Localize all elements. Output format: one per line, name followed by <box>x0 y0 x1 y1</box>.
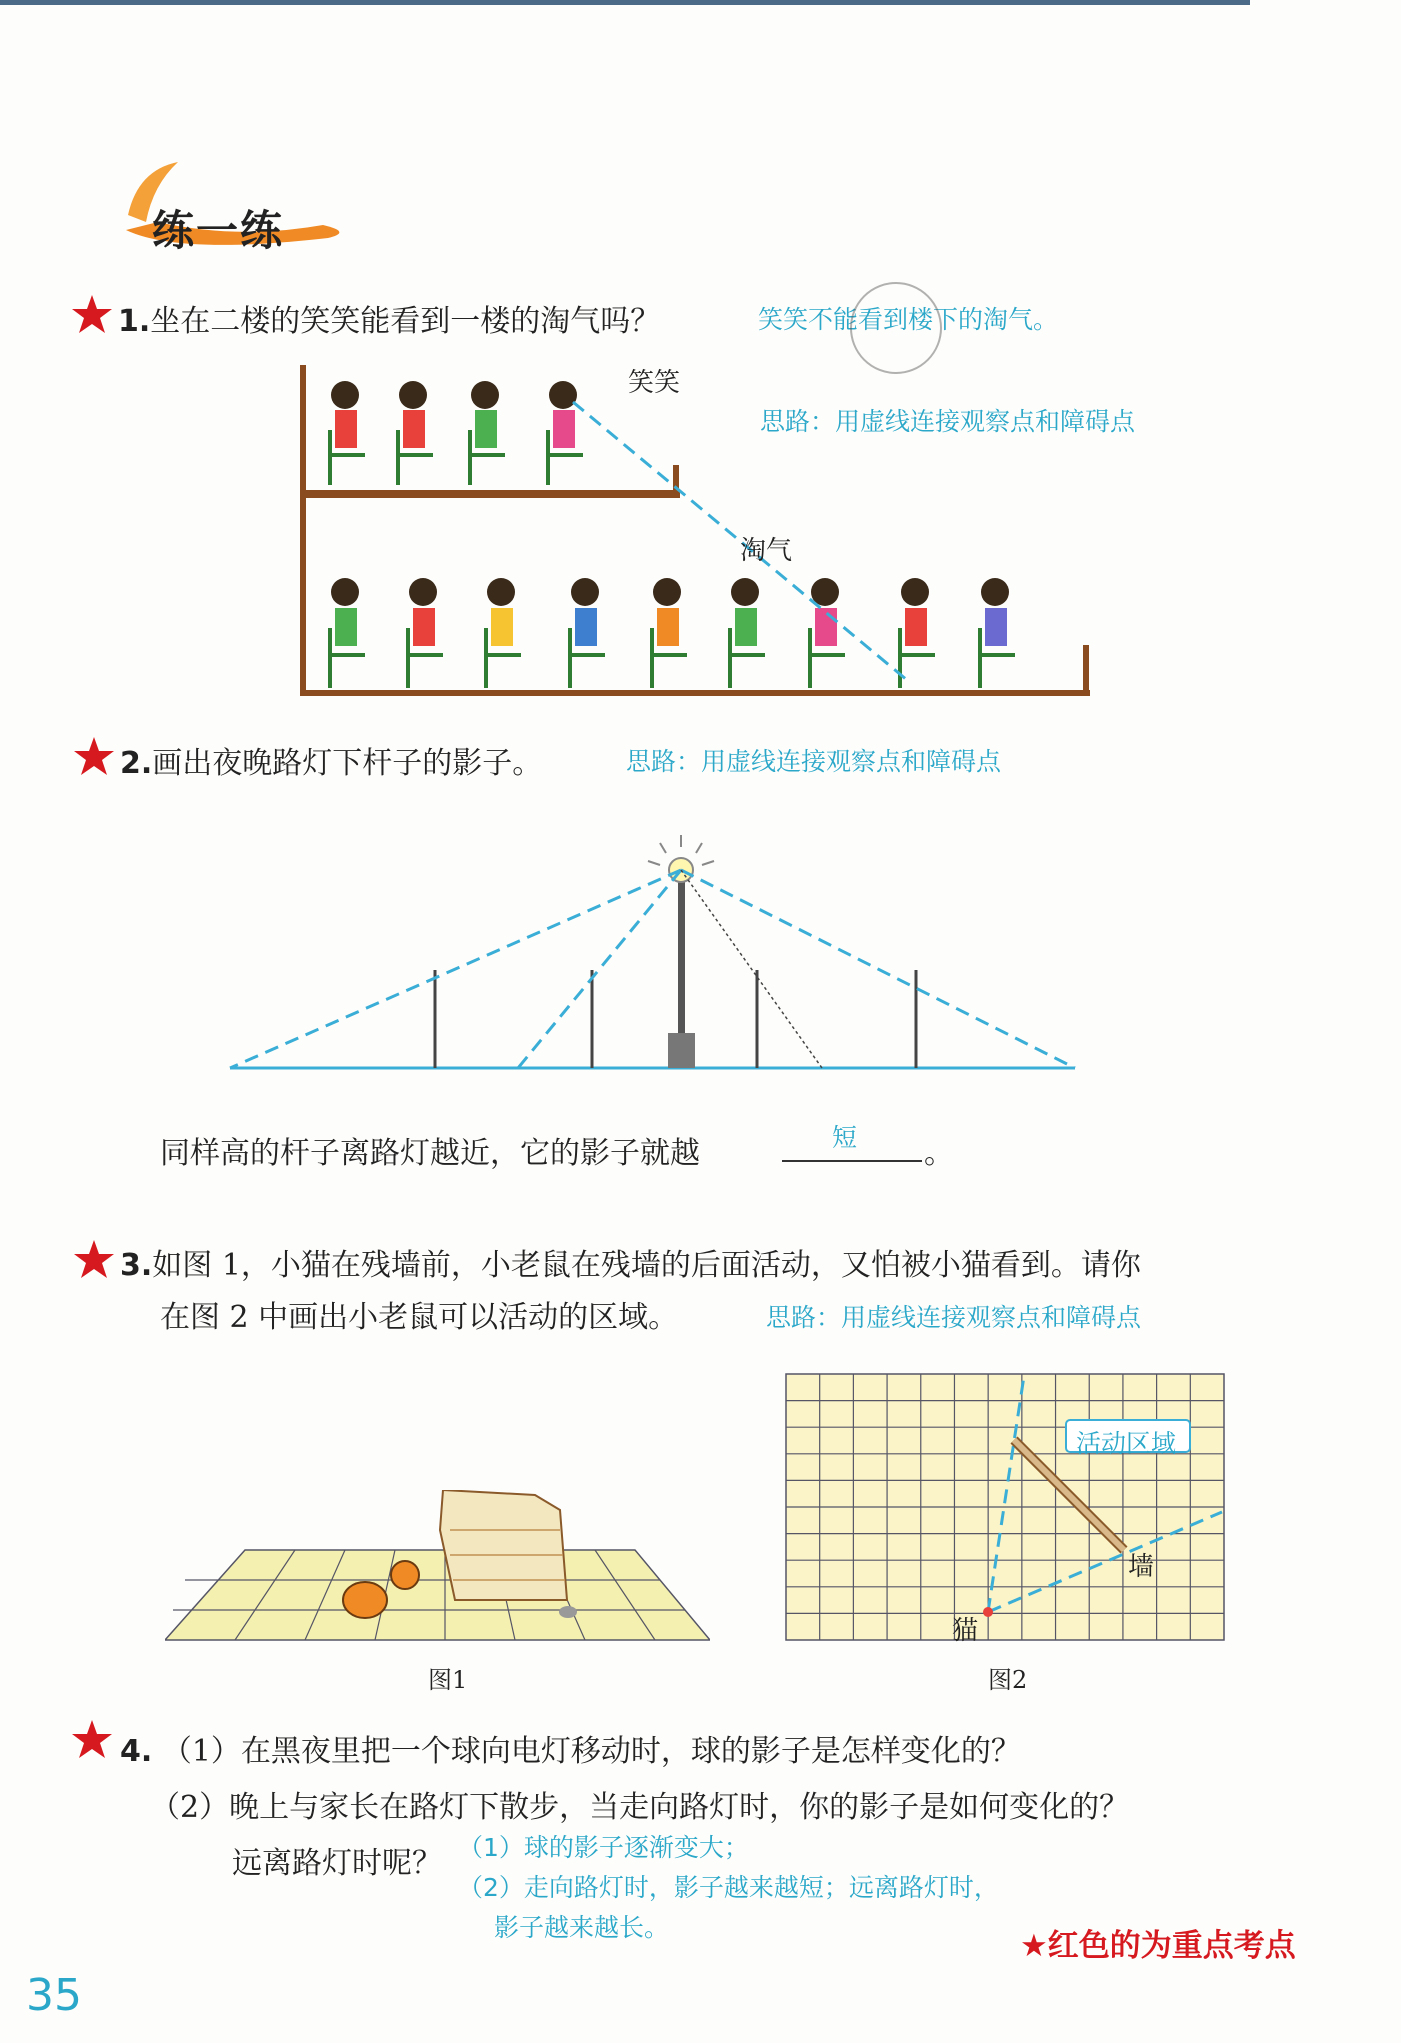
key-star-icon <box>72 735 116 779</box>
section-title: 练一练 <box>152 206 285 255</box>
q3-figure1 <box>165 1490 710 1650</box>
q3-hint: 思路：用虚线连接观察点和障碍点 <box>766 1303 1142 1332</box>
key-star-icon <box>70 293 114 337</box>
q2-fill-text: 同样高的杆子离路灯越近，它的影子就越 <box>160 1136 700 1171</box>
q2-text <box>120 738 542 782</box>
q3-line1 <box>120 1240 1141 1284</box>
q4-part1-line <box>120 1726 1021 1770</box>
label-taoqi: 淘气 <box>740 536 793 566</box>
page-number: 35 <box>26 1970 82 2021</box>
q1-question: 坐在二楼的笑笑能看到一楼的淘气吗？ <box>150 304 661 339</box>
key-point-note: ★红色的为重点考点 <box>1020 1928 1296 1964</box>
q3-question-line2: 在图 2 中画出小老鼠可以活动的区域。 <box>160 1300 679 1335</box>
q4-part3: 远离路灯时呢？ <box>232 1846 442 1881</box>
q1-number: 1. <box>118 304 151 339</box>
key-star-icon <box>70 1718 114 1762</box>
q4-number: 4. <box>120 1734 153 1769</box>
q4-part2: （2）晚上与家长在路灯下散步，当走向路灯时，你的影子是如何变化的？ <box>150 1790 1130 1825</box>
q2-hint: 思路：用虚线连接观察点和障碍点 <box>626 747 1002 776</box>
q2-fill-blank <box>782 1159 922 1162</box>
q3-wall-label: 墙 <box>1128 1552 1155 1582</box>
top-rule <box>0 0 1250 5</box>
q1-hint: 思路：用虚线连接观察点和障碍点 <box>760 407 1136 436</box>
q3-cat-label: 猫 <box>952 1616 979 1646</box>
q2-question: 画出夜晚路灯下杆子的影子。 <box>152 746 543 781</box>
q2-streetlamp-figure <box>220 825 1100 1080</box>
q2-number: 2. <box>120 746 153 781</box>
q3-figure1-caption: 图1 <box>428 1666 468 1694</box>
q3-area-label: 活动区域 <box>1076 1429 1177 1458</box>
label-xiaoxiao: 笑笑 <box>628 368 681 398</box>
q4-answer2: （2）走向路灯时，影子越来越短；远离路灯时， <box>458 1873 999 1902</box>
q1-answer: 笑笑不能看到楼下的淘气。 <box>758 305 1059 334</box>
q1-text <box>118 296 660 340</box>
key-star-icon <box>72 1238 116 1282</box>
q2-fill-answer: 短 <box>832 1123 858 1152</box>
q3-question-line1: 如图 1，小猫在残墙前，小老鼠在残墙的后面活动，又怕被小猫看到。请你 <box>152 1248 1141 1283</box>
q1-classroom-figure <box>295 360 1095 700</box>
q3-figure2-grid <box>784 1372 1226 1642</box>
q4-answer1: （1）球的影子逐渐变大； <box>458 1833 749 1862</box>
q4-answer3: 影子越来越长。 <box>494 1913 670 1942</box>
q4-part1: （1）在黑夜里把一个球向电灯移动时，球的影子是怎样变化的？ <box>161 1734 1021 1769</box>
q2-fill-end: 。 <box>924 1136 954 1171</box>
q3-figure2-caption: 图2 <box>988 1666 1028 1694</box>
q3-number: 3. <box>120 1248 153 1283</box>
